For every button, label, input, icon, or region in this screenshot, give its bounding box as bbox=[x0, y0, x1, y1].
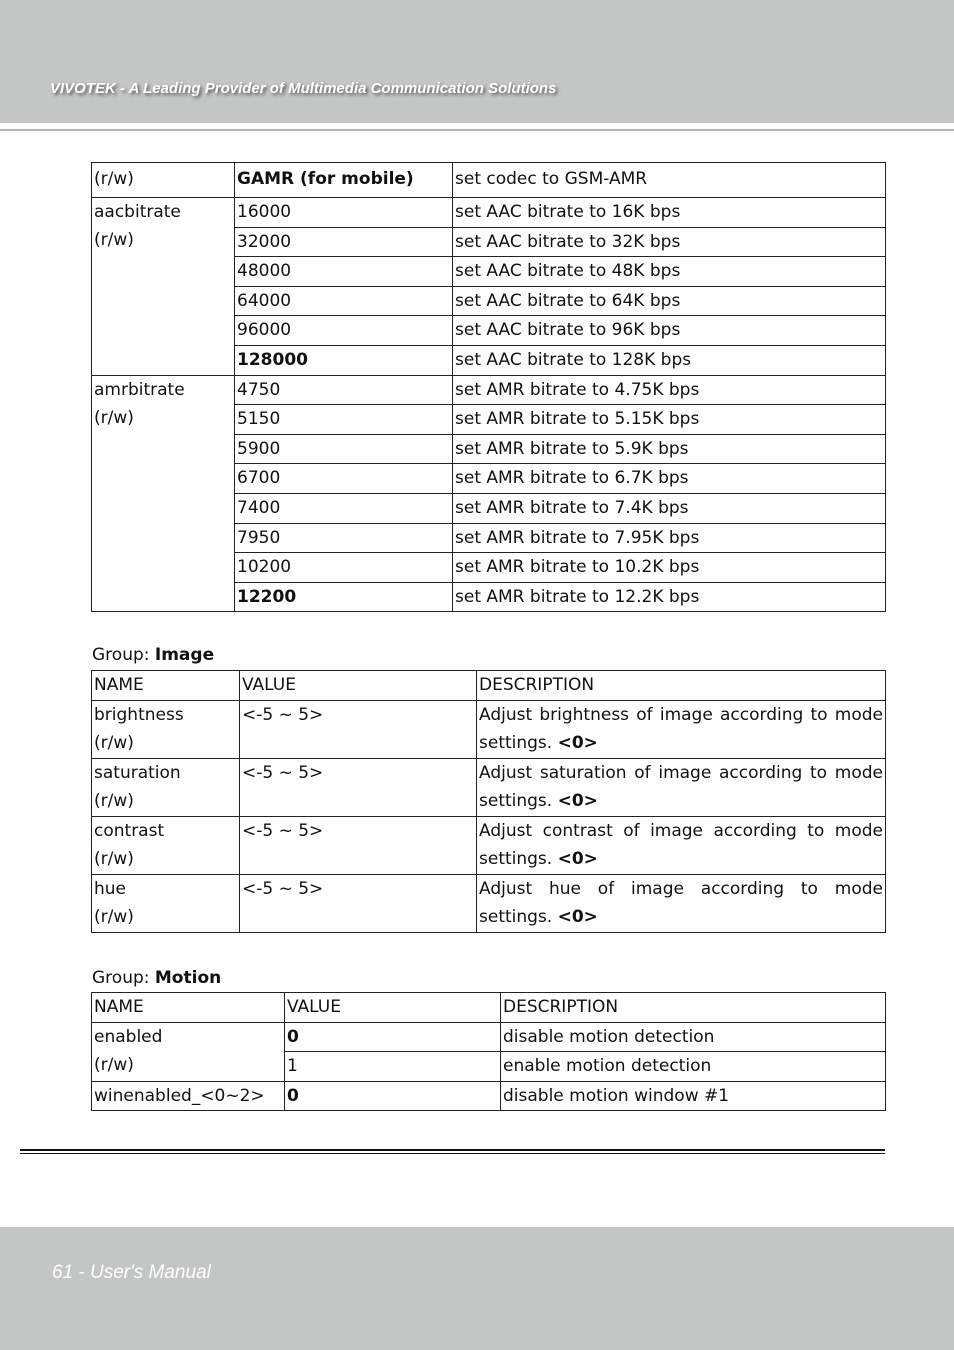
column-header-description: DESCRIPTION bbox=[501, 993, 886, 1023]
group-prefix: Group: bbox=[92, 645, 155, 665]
param-description: Adjust contrast of image according to mode settings. bbox=[479, 820, 883, 870]
param-default: <0> bbox=[557, 849, 598, 870]
table-header-row bbox=[92, 993, 886, 1023]
param-description: Adjust hue of image according to mode settings. bbox=[479, 878, 883, 928]
footer-divider bbox=[20, 1149, 885, 1151]
param-value: 64000 bbox=[235, 286, 453, 316]
param-value: 48000 bbox=[235, 257, 453, 287]
motion-parameter-table bbox=[91, 992, 886, 1111]
param-access: (r/w) bbox=[94, 732, 134, 753]
param-value: <-5 ~ 5> bbox=[240, 874, 477, 932]
param-name: brightness bbox=[94, 704, 184, 725]
param-description: enable motion detection bbox=[501, 1052, 886, 1082]
param-description: Adjust brightness of image according to mode settings. bbox=[479, 704, 883, 754]
group-name: Motion bbox=[154, 968, 222, 988]
param-description: set AMR bitrate to 6.7K bps bbox=[453, 464, 886, 494]
table-row bbox=[92, 874, 886, 932]
param-value-default: 12200 bbox=[235, 582, 453, 612]
param-name-cell bbox=[92, 700, 240, 758]
param-value: <-5 ~ 5> bbox=[240, 758, 477, 816]
page-footer bbox=[0, 1227, 954, 1350]
param-value: <-5 ~ 5> bbox=[240, 816, 477, 874]
param-access: (r/w) bbox=[92, 163, 235, 198]
param-name: winenabled_<0~2> bbox=[92, 1081, 285, 1111]
table-header-row bbox=[92, 671, 886, 701]
group-prefix: Group: bbox=[92, 968, 155, 988]
param-value: 96000 bbox=[235, 316, 453, 346]
param-value: 7400 bbox=[235, 493, 453, 523]
param-name: saturation bbox=[94, 762, 181, 783]
param-description: set AMR bitrate to 5.15K bps bbox=[453, 405, 886, 435]
param-access: (r/w) bbox=[94, 790, 134, 811]
header-title: VIVOTEK - A Leading Provider of Multimedia Communication Solutions bbox=[50, 80, 557, 97]
param-value-default: 128000 bbox=[235, 345, 453, 375]
param-description: set AAC bitrate to 64K bps bbox=[453, 286, 886, 316]
param-name-cell bbox=[92, 198, 235, 376]
param-name-cell bbox=[92, 375, 235, 612]
param-value: 1 bbox=[285, 1052, 501, 1082]
param-value: 16000 bbox=[235, 198, 453, 228]
audio-parameter-table bbox=[91, 162, 886, 612]
group-name: Image bbox=[154, 645, 215, 665]
param-name: contrast bbox=[94, 820, 165, 841]
table-row bbox=[92, 700, 886, 758]
param-description: set AAC bitrate to 48K bps bbox=[453, 257, 886, 287]
param-default: <0> bbox=[557, 907, 598, 928]
param-name: enabled bbox=[94, 1026, 163, 1047]
column-header-value: VALUE bbox=[240, 671, 477, 701]
param-access: (r/w) bbox=[94, 407, 134, 428]
param-default: <0> bbox=[557, 791, 598, 812]
column-header-description: DESCRIPTION bbox=[477, 671, 886, 701]
param-description: set AMR bitrate to 5.9K bps bbox=[453, 434, 886, 464]
page-header bbox=[0, 0, 954, 123]
param-value: 7950 bbox=[235, 523, 453, 553]
param-description: set AMR bitrate to 7.4K bps bbox=[453, 493, 886, 523]
param-description-cell bbox=[477, 874, 886, 932]
param-value-default: 0 bbox=[285, 1022, 501, 1052]
param-description: set AMR bitrate to 10.2K bps bbox=[453, 553, 886, 583]
param-value-default: 0 bbox=[285, 1081, 501, 1111]
param-access: (r/w) bbox=[94, 1054, 134, 1075]
param-description: set AAC bitrate to 16K bps bbox=[453, 198, 886, 228]
param-value: 5900 bbox=[235, 434, 453, 464]
table-row bbox=[92, 816, 886, 874]
param-description: set codec to GSM-AMR bbox=[453, 163, 886, 198]
param-name: aacbitrate bbox=[94, 202, 181, 222]
table-row bbox=[92, 375, 886, 405]
param-value: 32000 bbox=[235, 227, 453, 257]
table-row bbox=[92, 1081, 886, 1111]
param-name: hue bbox=[94, 878, 127, 899]
group-motion-heading bbox=[92, 968, 221, 988]
param-value: 5150 bbox=[235, 405, 453, 435]
param-description-cell bbox=[477, 758, 886, 816]
param-description: set AAC bitrate to 128K bps bbox=[453, 345, 886, 375]
page-number: 61 - User's Manual bbox=[52, 1262, 211, 1283]
param-value: 6700 bbox=[235, 464, 453, 494]
param-description: set AAC bitrate to 96K bps bbox=[453, 316, 886, 346]
param-name-cell bbox=[92, 1022, 285, 1081]
param-access: (r/w) bbox=[94, 230, 134, 250]
param-description-cell bbox=[477, 816, 886, 874]
table-row bbox=[92, 163, 886, 198]
image-parameter-table bbox=[91, 670, 886, 933]
param-access: (r/w) bbox=[94, 906, 134, 927]
footer-divider-thin bbox=[20, 1153, 885, 1154]
param-value: <-5 ~ 5> bbox=[240, 700, 477, 758]
param-value: 4750 bbox=[235, 375, 453, 405]
param-description: set AAC bitrate to 32K bps bbox=[453, 227, 886, 257]
param-description: set AMR bitrate to 4.75K bps bbox=[453, 375, 886, 405]
table-row bbox=[92, 198, 886, 228]
param-description: Adjust saturation of image according to mode settings. bbox=[479, 762, 883, 812]
param-description: set AMR bitrate to 12.2K bps bbox=[453, 582, 886, 612]
column-header-value: VALUE bbox=[285, 993, 501, 1023]
param-description: disable motion window #1 bbox=[501, 1081, 886, 1111]
column-header-name: NAME bbox=[92, 671, 240, 701]
param-description: set AMR bitrate to 7.95K bps bbox=[453, 523, 886, 553]
column-header-name: NAME bbox=[92, 993, 285, 1023]
param-description: disable motion detection bbox=[501, 1022, 886, 1052]
group-image-heading bbox=[92, 645, 214, 665]
param-value: GAMR (for mobile) bbox=[235, 163, 453, 198]
param-name: amrbitrate bbox=[94, 379, 185, 400]
header-divider bbox=[0, 129, 954, 131]
table-row bbox=[92, 758, 886, 816]
param-name-cell bbox=[92, 874, 240, 932]
param-description-cell bbox=[477, 700, 886, 758]
table-row bbox=[92, 1022, 886, 1052]
param-name-cell bbox=[92, 758, 240, 816]
param-default: <0> bbox=[557, 733, 598, 754]
param-name-cell bbox=[92, 816, 240, 874]
param-access: (r/w) bbox=[94, 848, 134, 869]
param-value: 10200 bbox=[235, 553, 453, 583]
